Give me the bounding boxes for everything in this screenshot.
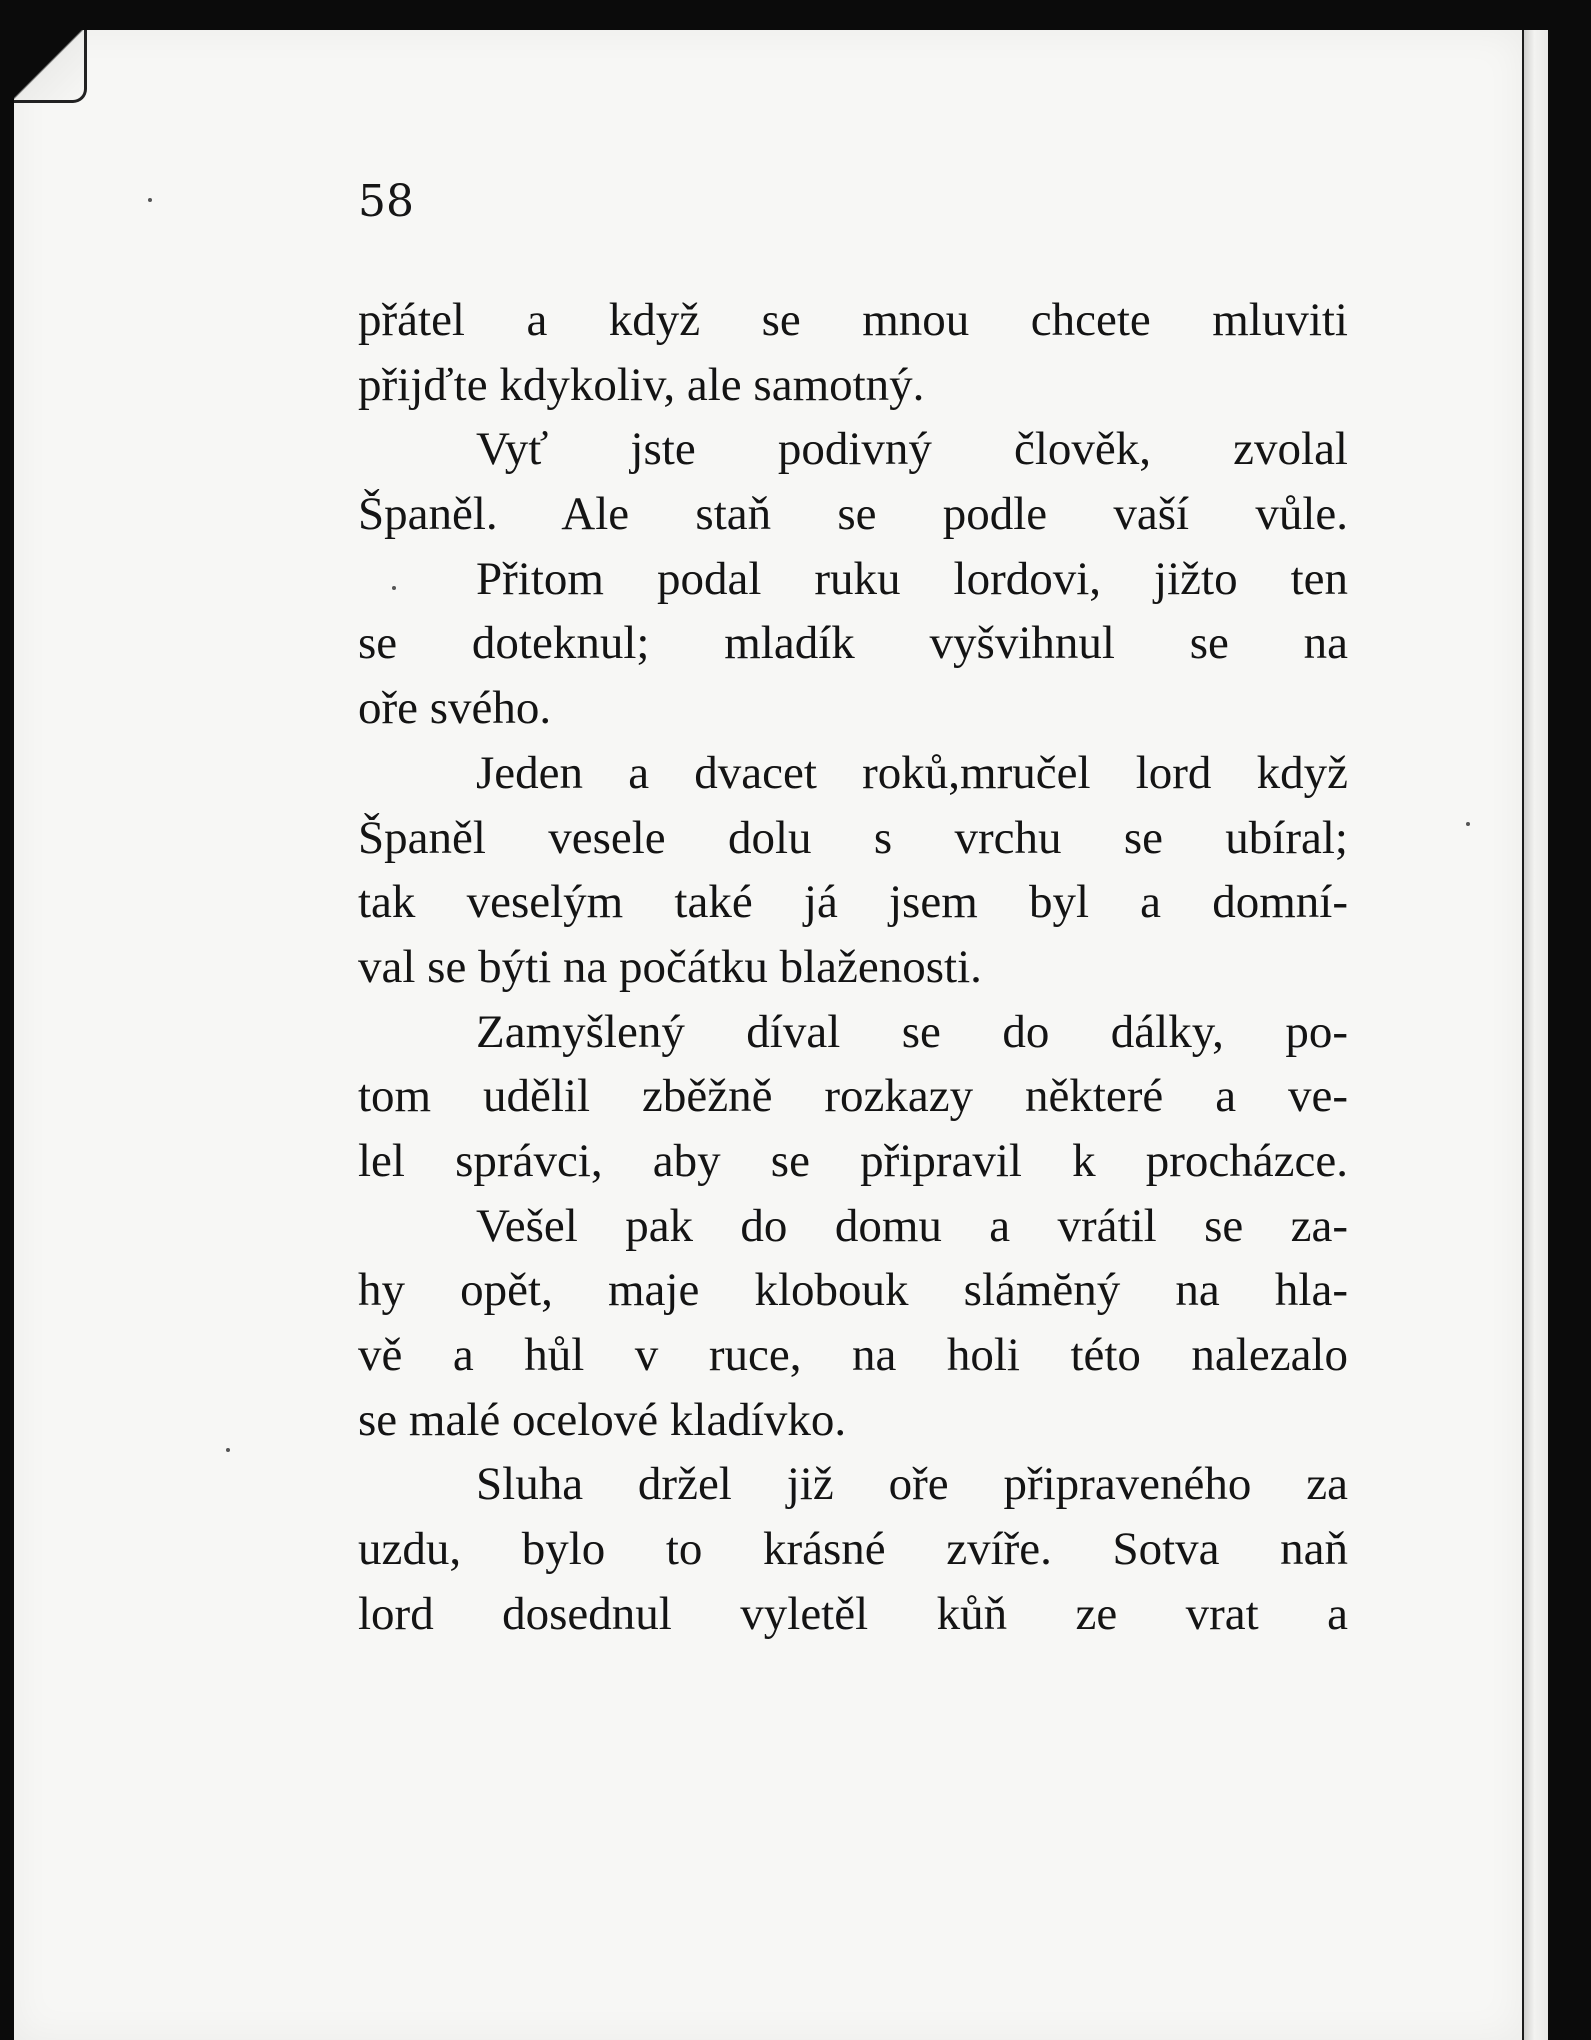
page-edge — [1522, 30, 1550, 2040]
dust-speck — [148, 198, 152, 202]
page-number: 58 — [358, 176, 414, 227]
scan-margin — [1548, 30, 1591, 2040]
dust-speck — [1466, 822, 1470, 826]
text-line: se doteknul; mladík vyšvihnul se na — [358, 617, 1348, 670]
text-line: Vyť jste podivný člověk, zvolal — [476, 423, 1348, 476]
text-line: tak veselým také já jsem byl a domní- — [358, 876, 1348, 929]
text-line: Sluha držel již oře připraveného za — [476, 1458, 1348, 1511]
text-line: Přitom podal ruku lordovi, jižto ten — [476, 552, 1348, 605]
text-line: přijďte kdykoliv, ale samotný. — [358, 358, 925, 411]
text-line: Jeden a dvacet roků,mručel lord když — [476, 746, 1348, 799]
text-line: oře svého. — [358, 682, 552, 735]
text-line: uzdu, bylo to krásné zvíře. Sotva naň — [358, 1523, 1348, 1576]
text-line: val se býti na počátku blaženosti. — [358, 940, 982, 993]
text-line: Španěl. Ale staň se podle vaší vůle. — [358, 488, 1348, 541]
text-line: Zamyšlený díval se do dálky, po- — [476, 1005, 1348, 1058]
body-text — [358, 288, 1348, 1646]
text-line: lel správci, aby se připravil k procházce. — [358, 1134, 1348, 1187]
text-line: hy opět, maje klobouk slámĕný na hla- — [358, 1264, 1348, 1317]
text-line: lord dosednul vyletěl kůň ze vrat a — [358, 1587, 1348, 1640]
text-line: vě a hůl v ruce, na holi této nalezalo — [358, 1329, 1348, 1381]
text-line: přátel a když se mnou chcete mluviti — [358, 294, 1348, 346]
page-corner — [14, 30, 87, 103]
text-line: Španěl vesele dolu s vrchu se ubíral; — [358, 811, 1348, 864]
text-line: Vešel pak do domu a vrátil se za- — [476, 1199, 1348, 1252]
text-line: tom udělil zběžně rozkazy některé a ve- — [358, 1070, 1348, 1123]
text-line: se malé ocelové kladívko. — [358, 1393, 847, 1446]
dust-speck — [226, 1448, 230, 1452]
